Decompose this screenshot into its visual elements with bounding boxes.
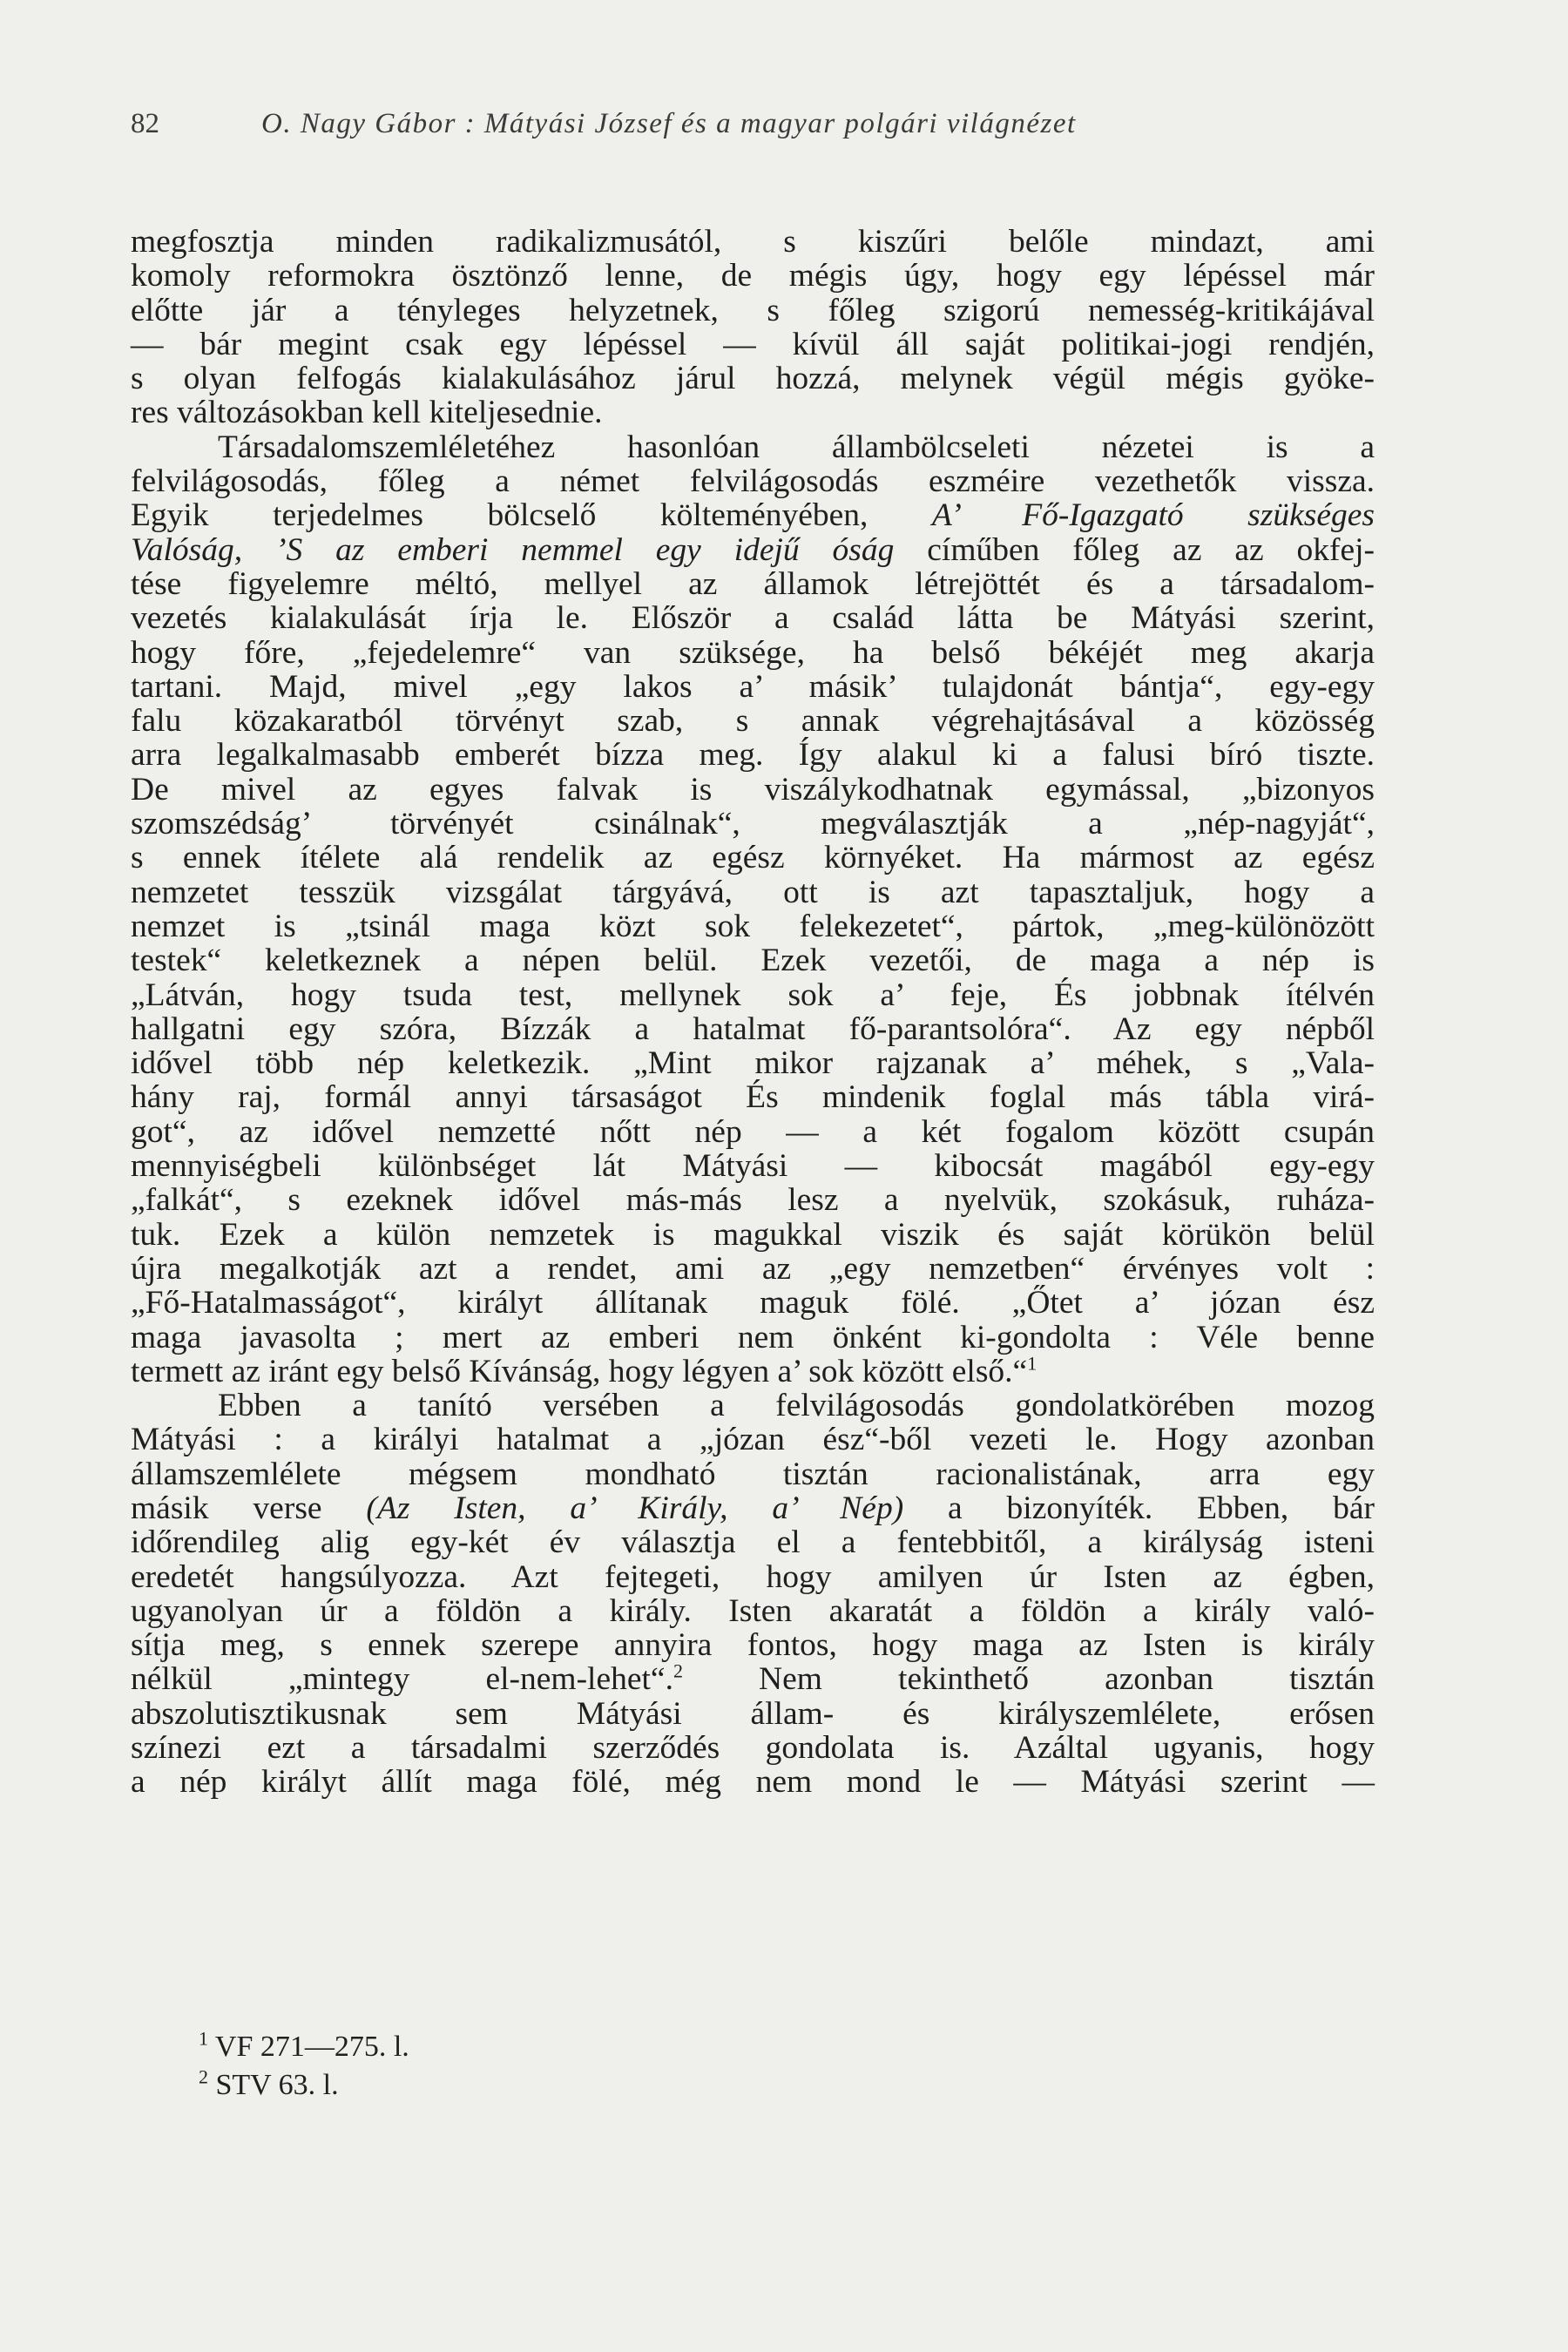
text-line: szomszédság’ törvényét csinálnak“, megválasztják a „nép-nagyját“, (131, 806, 1375, 842)
footnote-mark: 2 (672, 1659, 683, 1682)
text-line: — bár megint csak egy lépéssel — kívül áll saját politikai-jogi rendjén, (131, 326, 1375, 362)
footnote-text: STV 63. l. (215, 2069, 339, 2101)
text-line: res változásokban kell kiteljesednie. (131, 395, 603, 431)
text-line: nemzetet tesszük vizsgálat tárgyává, ott is azt tapasztaljuk, hogy a (131, 874, 1375, 910)
text-segment: termett az iránt egy belső Kívánság, hogy légyen a’ sok között első.“ (131, 1353, 1028, 1389)
text-segment: másik verse (131, 1490, 322, 1526)
text-line: ugyanolyan úr a földön a király. Isten akaratát a földön a király való- (131, 1592, 1375, 1629)
text-line: s ennek ítélete alá rendelik az egész környéket. Ha mármost az egész (131, 840, 1375, 876)
text-line: idővel több nép keletkezik. „Mint mikor rajzanak a’ méhek, s „Vala- (131, 1045, 1375, 1082)
footnote (199, 2066, 409, 2105)
text-line: előtte jár a tényleges helyzetnek, s főleg szigorú nemesség-kritikájával (131, 292, 1375, 328)
text-segment: címűben főleg az az okfej- (927, 531, 1375, 568)
text-line: Mátyási : a királyi hatalmat a „józan ész“-ből vezeti le. Hogy azonban (131, 1422, 1375, 1458)
text-line: eredetét hangsúlyozza. Azt fejtegeti, hogy amilyen úr Isten az égben, (131, 1558, 1375, 1595)
running-header (131, 106, 1368, 141)
text-line (131, 1659, 1375, 1698)
text-line: tartani. Majd, mivel „egy lakos a’ másik’ tulajdonát bántja“, egy-egy (131, 668, 1375, 705)
text-segment: maga javasolta ; mert az emberi nem önként ki-gondolta : Véle (131, 1319, 1259, 1355)
text-line: De mivel az egyes falvak is viszálykodhatnak egymással, „bizonyos (131, 771, 1375, 808)
footnote-number: 2 (199, 2065, 208, 2088)
text-line: újra megalkotják azt a rendet, ami az „egy nemzetben“ érvényes volt : (131, 1250, 1375, 1287)
italic-title: Valóság, ’S az emberi nemmel egy idejű óság (131, 531, 895, 568)
text-line: falu közakaratból törvényt szab, s annak végrehajtásával a közösség (131, 703, 1375, 740)
paragraph-start-line: Ebben a tanító versében a felvilágosodás gondolatkörében mozog (218, 1388, 1375, 1424)
italic-title: (Az Isten, a’ Király, a’ Nép) (366, 1490, 904, 1526)
text-line: hogy főre, „fejedelemre“ van szüksége, ha belső békéjét meg akarja (131, 634, 1375, 671)
text-line: arra legalkalmasabb emberét bízza meg. Így alakul ki a falusi bíró tiszte. (131, 737, 1375, 774)
text-line: „Fő-Hatalmasságot“, királyt állítanak maguk fölé. „Őtet a’ józan ész (131, 1285, 1375, 1321)
text-line: nemzet is „tsinál maga közt sok felekezetet“, pártok, „meg-különözött (131, 908, 1375, 944)
text-line: abszolutisztikusnak sem Mátyási állam- és királyszemlélete, erősen (131, 1695, 1375, 1732)
text-segment: nélkül „mintegy el-nem-lehet“. (131, 1661, 673, 1698)
text-segment: Nem tekinthető azonban tisztán (759, 1661, 1375, 1698)
footnote-number: 1 (199, 2027, 208, 2050)
footnotes (199, 2028, 409, 2105)
text-line (131, 1491, 1375, 1525)
text-line: tuk. Ezek a külön nemzetek is magukkal viszik és saját körükön belül (131, 1216, 1375, 1253)
footnote-mark: 1 (1027, 1352, 1037, 1375)
text-line (131, 1352, 1375, 1389)
text-line: megfosztja minden radikalizmusától, s kiszűri belőle mindazt, ami (131, 224, 1375, 260)
running-title: O. Nagy Gábor : Mátyási József és a magyar polgári világnézet (261, 108, 1077, 139)
text-line: tése figyelemre méltó, mellyel az államok létrejöttét és a társadalom- (131, 565, 1375, 602)
text-segment: benne (1296, 1319, 1375, 1355)
text-line: komoly reformokra ösztönző lenne, de mégis úgy, hogy egy lépéssel már (131, 258, 1375, 294)
text-segment: a bizonyíték. Ebben, bár (948, 1490, 1375, 1526)
text-line: „falkát“, s ezeknek idővel más-más lesz a nyelvük, szokásuk, ruháza- (131, 1182, 1375, 1219)
text-line (131, 1321, 1375, 1355)
text-line (131, 498, 1375, 532)
text-line: got“, az idővel nemzetté nőtt nép — a két fogalom között csupán (131, 1113, 1375, 1150)
text-line: „Látván, hogy tsuda test, mellynek sok a’ feje, És jobbnak ítélvén (131, 977, 1375, 1013)
text-line: államszemlélete mégsem mondható tisztán racionalistának, arra egy (131, 1456, 1375, 1492)
text-line: vezetés kialakulását írja le. Először a család látta be Mátyási szerint, (131, 600, 1375, 637)
footnote-text: VF 271—275. l. (214, 2031, 409, 2063)
text-line: s olyan felfogás kialakulásához járul hozzá, melynek végül mégis gyöke- (131, 361, 1375, 397)
text-line: testek“ keletkeznek a népen belül. Ezek vezetői, de maga a nép is (131, 943, 1375, 979)
text-line: a nép királyt állít maga fölé, még nem mond le — Mátyási szerint — (131, 1764, 1375, 1801)
paragraph-start-line: Társadalomszemléletéhez hasonlóan állambölcseleti nézetei is a (218, 429, 1375, 465)
page-number: 82 (131, 108, 159, 139)
text-line: sítja meg, s ennek szerepe annyira fontos, hogy maga az Isten is király (131, 1627, 1375, 1664)
text-line: hallgatni egy szóra, Bízzák a hatalmat fő-parantsolóra“. Az egy népből (131, 1010, 1375, 1047)
text-line: hány raj, formál annyi társaságot És mindenik foglal más tábla virá- (131, 1079, 1375, 1116)
text-segment: Egyik terjedelmes bölcselő költeményében, (131, 497, 868, 534)
body-text (131, 225, 1375, 1800)
text-line: színezi ezt a társadalmi szerződés gondolata is. Azáltal ugyanis, hogy (131, 1730, 1375, 1767)
text-line: mennyiségbeli különbséget lát Mátyási — kibocsát magából egy-egy (131, 1148, 1375, 1185)
text-line: időrendileg alig egy-két év választja el a fentebbitől, a királyság isteni (131, 1524, 1375, 1561)
italic-title: A’ Fő-Igazgató szükséges (931, 497, 1375, 534)
footnote (199, 2028, 409, 2066)
text-line (131, 533, 1375, 567)
text-line: felvilágosodás, főleg a német felvilágosodás eszméire vezethetők vissza. (131, 463, 1375, 500)
